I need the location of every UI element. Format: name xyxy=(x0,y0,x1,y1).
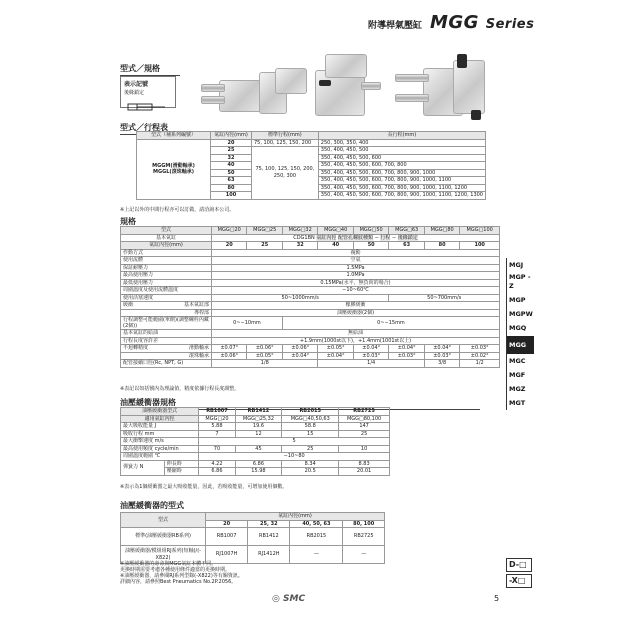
abs-bore: 40, 50, 63 xyxy=(290,520,343,528)
product-image-3 xyxy=(395,54,490,120)
nonrot-l: ±0.03° xyxy=(389,352,424,360)
absorber-model: RB2725 xyxy=(339,408,390,416)
spring-comp: 20.5 xyxy=(282,468,339,476)
cushion-sub1-val: 橡膠緩衝 xyxy=(212,302,500,310)
spec-row-label: 作動方式 xyxy=(121,249,212,257)
side-tab-active[interactable]: MGG xyxy=(507,335,534,354)
product-image-1 xyxy=(205,66,305,116)
side-tab[interactable]: MGC xyxy=(507,354,534,368)
absorber-val: 10 xyxy=(339,445,390,453)
spec-model: MGG□100 xyxy=(460,227,500,235)
absorber-table xyxy=(120,407,390,476)
absorber-row-label: 最大吸收能量 J xyxy=(121,423,199,431)
abs-row2-label: 油壓緩衝器/模組組RJ系列(短軸)/(-X822) xyxy=(121,546,206,564)
absorber-model: RB1412 xyxy=(235,408,282,416)
side-tab[interactable]: MGZ xyxy=(507,382,534,396)
model-section-title: 型式／規格 xyxy=(120,63,180,76)
spec-model: MGG□80 xyxy=(424,227,459,235)
th-bore: 氣缸內徑(mm) xyxy=(211,132,252,140)
side-tab[interactable]: MGF xyxy=(507,368,534,382)
abs-row2: — xyxy=(290,546,343,564)
abs-row2: RJ1412H xyxy=(248,546,290,564)
spec-model: MGG□25 xyxy=(247,227,282,235)
nonrot-sub2: 滾珠軸承 xyxy=(121,352,212,360)
absorber-val: 70 xyxy=(199,445,235,453)
nonrot-l: ±0.05° xyxy=(247,352,282,360)
base-a: CDG1BN xyxy=(293,234,315,241)
absorber-bore: MGG□40,50,63 xyxy=(282,415,339,423)
abs-bore: 20 xyxy=(206,520,248,528)
absorber-model-title: 油壓緩衝器的型式 xyxy=(120,500,380,513)
absorber-row-label: 最大衝擊速度 m/s xyxy=(121,438,199,446)
spec-row-value: 1.0MPa xyxy=(212,272,500,280)
model-label-2: MGGL(滾珠軸承) xyxy=(153,169,194,175)
long-stroke-cell: 350, 400, 450, 500, 600 xyxy=(318,154,485,162)
cylinder-symbol-icon xyxy=(127,103,167,111)
spec-bore: 40 xyxy=(318,242,353,250)
nonrot-l: ±0.06° xyxy=(212,352,247,360)
th-std-stroke: 標準行程(mm) xyxy=(251,132,318,140)
series-title xyxy=(430,12,534,33)
absorber-bore: MGG□20 xyxy=(199,415,235,423)
absorber-val: 7 xyxy=(199,430,235,438)
nonrot-m: ±0.06° xyxy=(282,345,317,353)
speed-label: 使用活塞速度 xyxy=(121,294,212,302)
side-tab[interactable]: MGP xyxy=(507,293,534,307)
absorber-model-label: 油壓緩衝器型式 xyxy=(121,408,199,416)
brand-text: SMC xyxy=(283,594,306,604)
abs-row1: RB2015 xyxy=(290,528,343,546)
tol-val: +1.9mm(1000st以下)，+1.4mm(1001st以上) xyxy=(212,337,500,345)
base-c: 配管孔螺紋種類 xyxy=(337,234,373,241)
bore-cell: 50 xyxy=(211,169,252,177)
spec-row-label: 使用流體 xyxy=(121,257,212,265)
model-label-1: MGGM(滑動軸承) xyxy=(152,162,195,169)
absorber-row-label: 周圍溫度範圍 ℃ xyxy=(121,453,199,461)
bore-cell: 20 xyxy=(211,139,252,147)
abs-row1: RB2725 xyxy=(343,528,385,546)
spec-note: ※表記以如括號內為理論值，精度依據行程長度調整。 xyxy=(120,386,240,392)
absorber-model: RB1007 xyxy=(199,408,235,416)
bore-cell: 63 xyxy=(211,177,252,185)
bore-cell: 40 xyxy=(211,162,252,170)
abs-row2: — xyxy=(343,546,385,564)
spring-sub2: 壓縮時 xyxy=(164,468,199,476)
spring-comp: 15.98 xyxy=(235,468,282,476)
lube-val: 無給油 xyxy=(212,330,500,338)
nonrot-l: ±0.03° xyxy=(424,352,459,360)
bore-cell: 80 xyxy=(211,184,252,192)
spec-row-value: 0.15MPa(水平，無負荷的場合) xyxy=(212,279,500,287)
nonrot-m: ±0.04° xyxy=(389,345,424,353)
spec-row-label: 最高使用壓力 xyxy=(121,272,212,280)
th-long-stroke: 長行程(mm) xyxy=(318,132,485,140)
speed-a: 50~1000mm/s xyxy=(212,294,389,302)
abs-row1: RB1007 xyxy=(206,528,248,546)
nonrot-label: 不迴轉精度 xyxy=(123,345,149,351)
spec-row-value: 複動 xyxy=(212,249,500,257)
spec-bore: 20 xyxy=(212,242,247,250)
absorber-model-notes xyxy=(120,561,243,585)
stroke-table-title: 型式／行程表 xyxy=(120,122,480,135)
nonrot-label-m xyxy=(121,345,212,353)
absorber-row-label: 最高使用頻度 cycle/min xyxy=(121,445,199,453)
bore-cell: 100 xyxy=(211,192,252,200)
long-stroke-cell: 350, 400, 450, 500, 600, 700, 800, 900, 1000, 1100 xyxy=(318,177,485,185)
spec-row-label: 最低使用壓力 xyxy=(121,279,212,287)
base-d: 行程 xyxy=(380,234,391,241)
long-stroke-cell: 350, 400, 450, 500, 600, 700, 800, 900, 1000, 1100, 1200, 1300 xyxy=(318,192,485,200)
spring-ext: 8.34 xyxy=(282,460,339,468)
footer-brand xyxy=(272,594,305,604)
series-name: MGG xyxy=(430,12,479,33)
spec-table-title: 規格 xyxy=(120,216,480,229)
note-line: 更換時期需要考慮各種使用條件適當的更換時期。 xyxy=(120,567,231,573)
product-image-2 xyxy=(305,52,385,118)
spring-comp: 6.86 xyxy=(199,468,235,476)
spec-bore: 80 xyxy=(424,242,459,250)
cushion-sub2-val: 油壓緩衝器(2個) xyxy=(212,309,500,317)
absorber-val: 15 xyxy=(282,430,339,438)
abs-row2: RJ1007H xyxy=(206,546,248,564)
series-suffix: Series xyxy=(485,17,535,32)
side-tab[interactable]: MGP -Z xyxy=(507,272,534,293)
base-cylinder-code: CDG1BN 氣缸內徑 配管孔螺紋種類 − 行程 − 後緣鎖定 xyxy=(212,234,500,242)
absorber-model: RB2015 xyxy=(282,408,339,416)
nonrot-l: ±0.04° xyxy=(282,352,317,360)
cushion-sub2: 導桿部 xyxy=(121,309,212,317)
spec-row-value: −10~60℃ xyxy=(212,287,500,295)
cushion-label xyxy=(121,302,212,310)
absorber-val: 58.8 xyxy=(282,423,339,431)
base-cylinder-label: 基本氣缸 xyxy=(121,234,212,242)
long-stroke-cell: 350, 400, 450, 500 xyxy=(318,147,485,155)
nonrot-m: ±0.06° xyxy=(247,345,282,353)
stroke-note: ※上記以外的中間行程亦可以訂做，請洽詢本公司。 xyxy=(120,207,235,213)
bore-cell: 32 xyxy=(211,154,252,162)
spec-table xyxy=(120,226,500,368)
abs-bore: 80, 100 xyxy=(343,520,385,528)
spec-bore: 63 xyxy=(389,242,424,250)
nonrot-m: ±0.07° xyxy=(212,345,247,353)
symbol-callout xyxy=(120,76,176,108)
nonrot-sub1: 滑動軸承 xyxy=(188,345,209,351)
abs-row1-label: 標準(油壓緩衝器RB系列) xyxy=(121,528,206,546)
spec-model: MGG□20 xyxy=(212,227,247,235)
spec-bore: 100 xyxy=(460,242,500,250)
absorber-val: 147 xyxy=(339,423,390,431)
side-code-d[interactable]: D-□ xyxy=(506,558,532,572)
base-b: 氣缸內徑 xyxy=(316,234,337,241)
callout-sub: 後緣鎖定 xyxy=(124,90,145,96)
page-number: 5 xyxy=(494,594,500,603)
side-code-x[interactable]: -X□ xyxy=(506,574,532,588)
absorber-row-label: 吸收行程 mm xyxy=(121,430,199,438)
adjust-b: 0~−15mm xyxy=(282,317,499,330)
spec-model: MGG□63 xyxy=(389,227,424,235)
abs-bore-header: 氣缸內徑(mm) xyxy=(206,513,385,521)
speed-b: 50~700mm/s xyxy=(389,294,500,302)
port-label: 配管接續口徑(Rc, NPT, G) xyxy=(121,360,212,368)
note-line: ※油壓緩衝器，請參閱RJ系列型錄(-X822)等有關資訊。 xyxy=(120,573,243,579)
side-tab[interactable]: MGQ xyxy=(507,321,534,335)
header-subtitle: 附導桿氣壓缸 xyxy=(368,21,423,31)
smc-logo-icon: ◎ xyxy=(272,594,280,604)
long-stroke-cell: 350, 400, 450, 500, 600, 700, 800, 900, 1000, 1100, 1200 xyxy=(318,184,485,192)
absorber-val: 5.88 xyxy=(199,423,235,431)
absorber-bore: MGG□25,32 xyxy=(235,415,282,423)
absorber-val: 12 xyxy=(235,430,282,438)
lube-label: 基本氣缸的給油 xyxy=(121,330,212,338)
spring-comp: 20.01 xyxy=(339,468,390,476)
side-tab[interactable]: MGJ xyxy=(507,258,534,272)
side-tab[interactable]: MGPW xyxy=(507,307,534,321)
long-stroke-cell: 250, 300, 350, 400 xyxy=(318,139,485,147)
cushion-sub1: 基本氣缸部 xyxy=(183,302,209,308)
absorber-val: 45 xyxy=(235,445,282,453)
spec-row-label: 周圍溫度及使用流體溫度 xyxy=(121,287,212,295)
spec-model-header: 型式 xyxy=(121,227,212,235)
abs-bore: 25, 32 xyxy=(248,520,290,528)
note-line: ※油壓緩衝器的壽命與MGG氣缸本體不同。 xyxy=(120,561,217,567)
absorber-table-title: 油壓緩衝器規格 xyxy=(120,397,480,410)
absorber-bore: MGG□80,100 xyxy=(339,415,390,423)
side-tabs xyxy=(506,258,534,410)
side-tab[interactable]: MGT xyxy=(507,396,534,410)
th-model: 型式（補系列編號） xyxy=(137,132,211,140)
stroke-table xyxy=(136,131,486,200)
absorber-val: 25 xyxy=(282,445,339,453)
spec-row-value: 空氣 xyxy=(212,257,500,265)
spec-row-label: 保証耐壓力 xyxy=(121,264,212,272)
absorber-model-table xyxy=(120,512,385,564)
absorber-val: 19.6 xyxy=(235,423,282,431)
nonrot-l: ±0.04° xyxy=(318,352,353,360)
spec-row-value: 1.5MPa xyxy=(212,264,500,272)
spring-sub1: 伸長時 xyxy=(164,460,199,468)
callout-title: 表示記號 xyxy=(124,81,149,88)
absorber-val: −10~80 xyxy=(199,453,390,461)
spec-bore: 32 xyxy=(282,242,317,250)
base-e: 後緣鎖定 xyxy=(397,234,418,241)
adjust-label: 行程調整可能範圍(單側)(調整螺栓內藏(2個)) xyxy=(121,317,212,330)
tol-label: 行程長度容許差 xyxy=(121,337,212,345)
spring-ext: 6.86 xyxy=(235,460,282,468)
spec-model: MGG□40 xyxy=(318,227,353,235)
absorber-note: ※表示為1個緩衝器之最大吸收能量，因此，若吸收能量，可增加使用個數。 xyxy=(120,484,288,490)
port-size: 1/8 xyxy=(212,360,318,368)
bore-cell: 25 xyxy=(211,147,252,155)
absorber-val: 25 xyxy=(339,430,390,438)
absorber-bore-label: 適用氣缸內徑 xyxy=(121,415,199,423)
nonrot-m: ±0.05° xyxy=(318,345,353,353)
nonrot-m: ±0.03° xyxy=(460,345,500,353)
abs-type-label: 型式 xyxy=(121,513,206,528)
nonrot-l: ±0.02° xyxy=(460,352,500,360)
spring-ext: 8.83 xyxy=(339,460,390,468)
spec-bore: 25 xyxy=(247,242,282,250)
nonrot-m: ±0.04° xyxy=(424,345,459,353)
long-stroke-cell: 350, 400, 450, 500, 600, 700, 800 xyxy=(318,162,485,170)
long-stroke-cell: 350, 400, 450, 500, 600, 700, 800, 900, 1000 xyxy=(318,169,485,177)
absorber-val: 5 xyxy=(199,438,390,446)
spec-bore: 50 xyxy=(353,242,388,250)
port-size: 1/2 xyxy=(460,360,500,368)
spec-bore-label: 氣缸內徑(mm) xyxy=(121,242,212,250)
cushion-label-text: 緩衝 xyxy=(123,302,134,308)
std-stroke-other: 75, 100, 125, 150, 200, 250, 300 xyxy=(251,147,318,200)
port-size: 1/4 xyxy=(318,360,424,368)
spec-model: MGG□50 xyxy=(353,227,388,235)
port-size: 3/8 xyxy=(424,360,459,368)
spring-ext: 4.22 xyxy=(199,460,235,468)
spec-model: MGG□32 xyxy=(282,227,317,235)
spring-label: 彈簧力 N xyxy=(121,460,165,475)
std-stroke-20: 75, 100, 125, 150, 200 xyxy=(251,139,318,147)
nonrot-m: ±0.04° xyxy=(353,345,388,353)
model-cell xyxy=(137,139,211,199)
adjust-a: 0~−10mm xyxy=(212,317,283,330)
abs-row1: RB1412 xyxy=(248,528,290,546)
nonrot-l: ±0.03° xyxy=(353,352,388,360)
note-line: 詳細內容，請參照Best Pneumatics No.2P.2056。 xyxy=(120,579,237,585)
